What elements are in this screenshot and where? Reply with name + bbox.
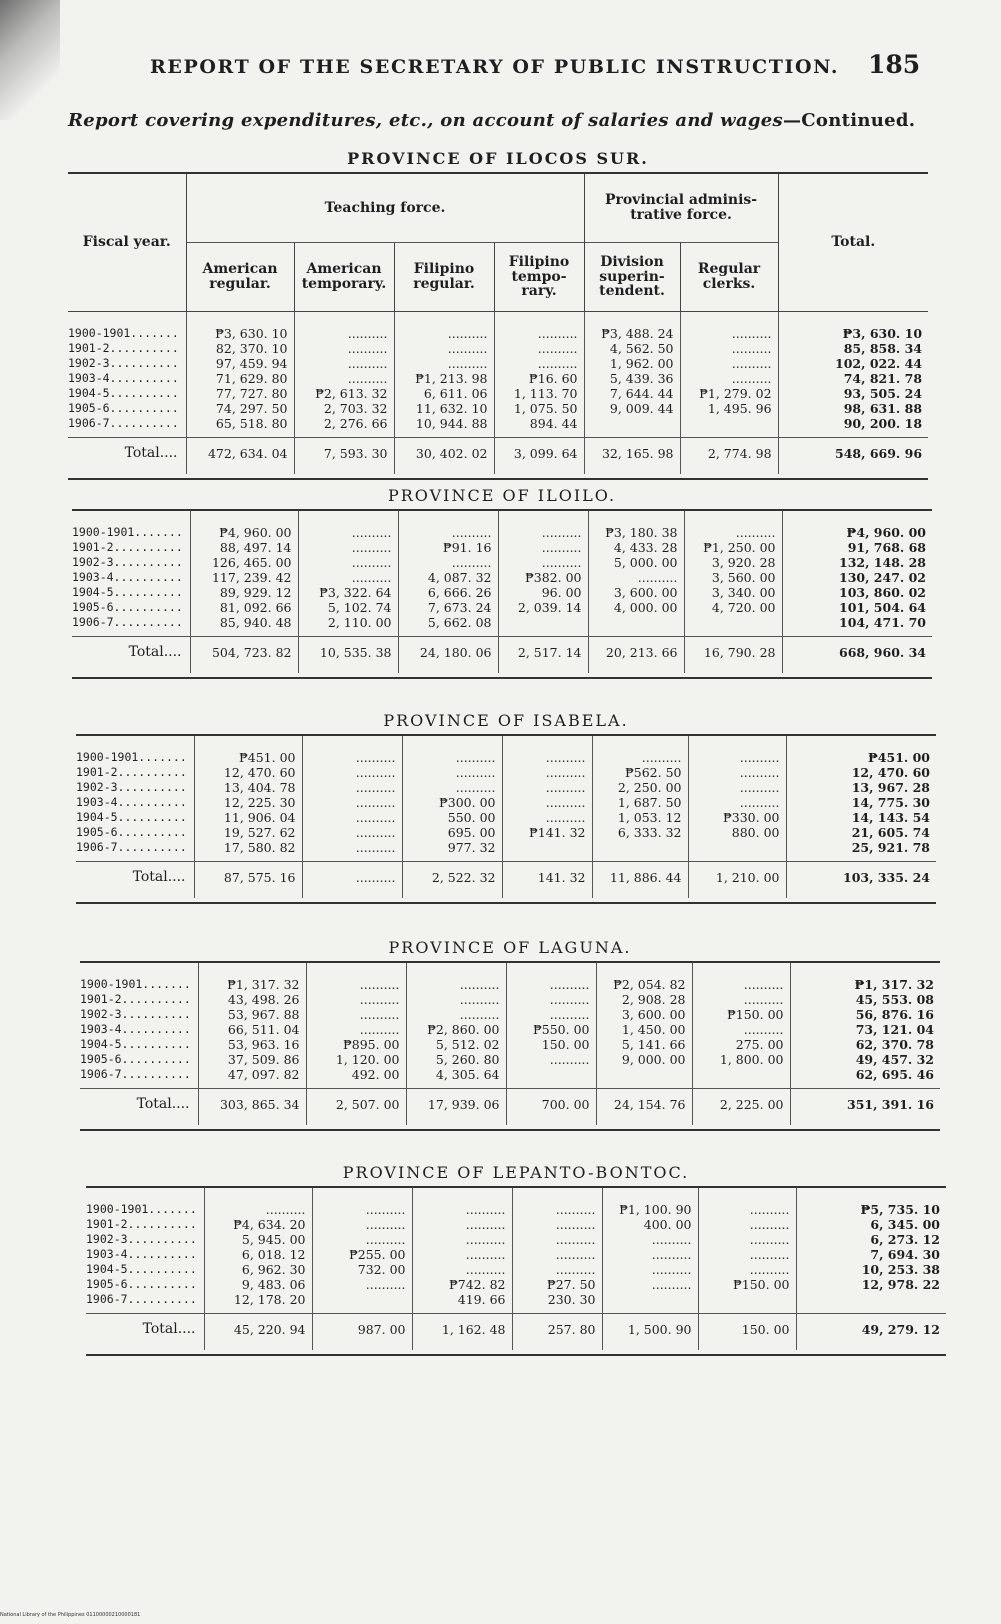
division-superintendent-cell: .......... ₱562. 50 2, 250. 00 1, 687. 50 1, 053. 12 6, 333. 32 xyxy=(592,735,688,862)
total-label: Total.... xyxy=(86,1314,204,1351)
column-total-cell: 49, 279. 12 xyxy=(796,1314,946,1351)
province-title: PROVINCE OF ILOCOS SUR. xyxy=(347,149,649,168)
column-total-cell: 1, 500. 90 xyxy=(602,1314,698,1351)
division-superintendent-cell: ₱3, 488. 24 4, 562. 50 1, 962. 00 5, 439. 36 7, 644. 44 9, 009. 44 xyxy=(584,312,680,438)
page-number: 185 xyxy=(868,50,921,79)
american-regular-cell: ₱1, 317. 32 43, 498. 26 53, 967. 88 66, 511. 04 53, 963. 16 37, 509. 86 47, 097. 82 xyxy=(198,962,306,1089)
american-temporary-cell: .......... .......... .......... .......... ₱3, 322. 64 5, 102. 74 2, 110. 00 xyxy=(298,510,398,637)
table-row xyxy=(72,510,932,637)
column-total-cell: 17, 939. 06 xyxy=(406,1089,506,1126)
american-regular-cell: .......... ₱4, 634. 20 5, 945. 00 6, 018. 12 6, 962. 30 9, 483. 06 12, 178. 20 xyxy=(204,1187,312,1314)
column-total-cell: 2, 522. 32 xyxy=(402,862,502,899)
column-total-cell: 32, 165. 98 xyxy=(584,438,680,475)
column-total-cell: 257. 80 xyxy=(512,1314,602,1351)
filipino-temporary-cell: .......... .......... .......... .......... .......... ₱141. 32 xyxy=(502,735,592,862)
american-temporary-cell: .......... .......... .......... .......... .......... .......... .......... xyxy=(302,735,402,862)
total-cell: ₱451. 00 12, 470. 60 13, 967. 28 14, 775. 30 14, 143. 54 21, 605. 74 25, 921. 78 xyxy=(786,735,936,862)
filipino-regular-header: Filipino regular. xyxy=(394,243,494,312)
column-total-cell: 303, 865. 34 xyxy=(198,1089,306,1126)
division-superintendent-cell: ₱1, 100. 90 400. 00 .......... .......... .......... .......... xyxy=(602,1187,698,1314)
column-total-cell: 103, 335. 24 xyxy=(786,862,936,899)
province-section xyxy=(72,483,932,679)
total-label: Total.... xyxy=(68,438,186,475)
division-superintendent-cell: ₱2, 054. 82 2, 908. 28 3, 600. 00 1, 450. 00 5, 141. 66 9, 000. 00 xyxy=(596,962,692,1089)
column-total-cell: 472, 634. 04 xyxy=(186,438,294,475)
column-total-cell: 11, 886. 44 xyxy=(592,862,688,899)
column-total-cell: 87, 575. 16 xyxy=(194,862,302,899)
column-total-cell: 2, 507. 00 xyxy=(306,1089,406,1126)
report-title-italic: Report covering expenditures, etc., on account of salaries and wages xyxy=(68,110,783,131)
table-row xyxy=(86,1187,946,1314)
regular-clerks-header: Regular clerks. xyxy=(680,243,778,312)
province-section xyxy=(76,708,936,904)
column-total-cell: 2, 517. 14 xyxy=(498,637,588,674)
column-total-cell: 24, 154. 76 xyxy=(596,1089,692,1126)
table-row xyxy=(80,962,940,1089)
running-head: REPORT OF THE SECRETARY OF PUBLIC INSTRUCTION. xyxy=(150,56,840,78)
total-label: Total.... xyxy=(72,637,190,674)
province-title: PROVINCE OF LAGUNA. xyxy=(388,938,632,957)
american-regular-cell: ₱451. 00 12, 470. 60 13, 404. 78 12, 225. 30 11, 906. 04 19, 527. 62 17, 580. 82 xyxy=(194,735,302,862)
division-superintendent-header: Division superin-tendent. xyxy=(584,243,680,312)
american-temporary-cell: .......... .......... .......... ₱255. 00 732. 00 .......... xyxy=(312,1187,412,1314)
column-total-cell: 1, 210. 00 xyxy=(688,862,786,899)
provincial-force-header: Provincial adminis-trative force. xyxy=(584,173,778,243)
scan-footer: National Library of the Philippines 01100000210000181 xyxy=(0,1612,141,1618)
table-row xyxy=(68,312,928,438)
section-rule xyxy=(68,478,928,480)
total-header: Total. xyxy=(778,173,928,312)
total-label: Total.... xyxy=(76,862,194,899)
filipino-regular-cell: .......... .......... .......... ₱1, 213. 98 6, 611. 06 11, 632. 10 10, 944. 88 xyxy=(394,312,494,438)
total-cell: ₱3, 630. 10 85, 858. 34 102, 022. 44 74, 821. 78 93, 505. 24 98, 631. 88 90, 200. 18 xyxy=(778,312,928,438)
total-cell: ₱4, 960. 00 91, 768. 68 132, 148. 28 130, 247. 02 103, 860. 02 101, 504. 64 104, 471. 70 xyxy=(782,510,932,637)
expenditure-table xyxy=(76,734,936,898)
section-rule xyxy=(80,1129,940,1131)
column-total-cell: 1, 162. 48 xyxy=(412,1314,512,1351)
column-total-cell: 548, 669. 96 xyxy=(778,438,928,475)
province-title: PROVINCE OF ILOILO. xyxy=(387,486,617,505)
fiscal-years-cell: 1900-1901....... 1901-2.......... 1902-3.......... 1903-4.......... 1904-5.......... 1905-6.......... 1906-7.......... xyxy=(72,510,190,637)
total-row xyxy=(68,438,928,475)
column-total-cell: 10, 535. 38 xyxy=(298,637,398,674)
filipino-regular-cell: .......... .......... .......... .......... .......... ₱742. 82 419. 66 xyxy=(412,1187,512,1314)
column-total-cell: 351, 391. 16 xyxy=(790,1089,940,1126)
column-total-cell: 987. 00 xyxy=(312,1314,412,1351)
expenditure-table xyxy=(86,1186,946,1350)
american-regular-cell: ₱3, 630. 10 82, 370. 10 97, 459. 94 71, 629. 80 77, 727. 80 74, 297. 50 65, 518. 80 xyxy=(186,312,294,438)
total-label: Total.... xyxy=(80,1089,198,1126)
regular-clerks-cell: .......... .......... .......... .......... ₱1, 279. 02 1, 495. 96 xyxy=(680,312,778,438)
column-total-cell: 150. 00 xyxy=(698,1314,796,1351)
total-cell: ₱5, 735. 10 6, 345. 00 6, 273. 12 7, 694. 30 10, 253. 38 12, 978. 22 xyxy=(796,1187,946,1314)
column-total-cell: 2, 774. 98 xyxy=(680,438,778,475)
total-row xyxy=(76,862,936,899)
fiscal-years-cell: 1900-1901....... 1901-2.......... 1902-3.......... 1903-4.......... 1904-5.......... 1905-6.......... 1906-7.......... xyxy=(80,962,198,1089)
column-total-cell: 7, 593. 30 xyxy=(294,438,394,475)
column-total-cell: 668, 960. 34 xyxy=(782,637,932,674)
american-regular-header: American regular. xyxy=(186,243,294,312)
american-regular-cell: ₱4, 960. 00 88, 497. 14 126, 465. 00 117, 239. 42 89, 929. 12 81, 092. 66 85, 940. 48 xyxy=(190,510,298,637)
fiscal-year-header: Fiscal year. xyxy=(68,173,186,312)
column-total-cell: 141. 32 xyxy=(502,862,592,899)
total-row xyxy=(80,1089,940,1126)
fiscal-years-cell: 1900-1901....... 1901-2.......... 1902-3.......... 1903-4.......... 1904-5.......... 1905-6.......... 1906-7.......... xyxy=(86,1187,204,1314)
total-row xyxy=(72,637,932,674)
fiscal-years-cell: 1900-1901....... 1901-2.......... 1902-3.......... 1903-4.......... 1904-5.......... 1905-6.......... 1906-7.......... xyxy=(76,735,194,862)
column-total-cell: 45, 220. 94 xyxy=(204,1314,312,1351)
province-title: PROVINCE OF ISABELA. xyxy=(383,711,629,730)
american-temporary-cell: .......... .......... .......... .......... ₱2, 613. 32 2, 703. 32 2, 276. 66 xyxy=(294,312,394,438)
report-title xyxy=(68,110,928,131)
expenditure-table xyxy=(68,172,928,474)
american-temporary-cell: .......... .......... .......... .......... ₱895. 00 1, 120. 00 492. 00 xyxy=(306,962,406,1089)
filipino-temporary-header: Filipino tempo-rary. xyxy=(494,243,584,312)
filipino-regular-cell: .......... .......... .......... ₱300. 00 550. 00 695. 00 977. 32 xyxy=(402,735,502,862)
filipino-regular-cell: .......... .......... .......... ₱2, 860. 00 5, 512. 02 5, 260. 80 4, 305. 64 xyxy=(406,962,506,1089)
province-section xyxy=(86,1160,946,1356)
regular-clerks-cell: .......... .......... ₱150. 00 .......... 275. 00 1, 800. 00 xyxy=(692,962,790,1089)
section-rule xyxy=(76,902,936,904)
filipino-temporary-cell: .......... .......... .......... .......... .......... ₱27. 50 230. 30 xyxy=(512,1187,602,1314)
teaching-force-header: Teaching force. xyxy=(186,173,584,243)
column-total-cell: 30, 402. 02 xyxy=(394,438,494,475)
total-cell: ₱1, 317. 32 45, 553. 08 56, 876. 16 73, 121. 04 62, 370. 78 49, 457. 32 62, 695. 46 xyxy=(790,962,940,1089)
column-total-cell: 16, 790. 28 xyxy=(684,637,782,674)
filipino-temporary-cell: .......... .......... .......... ₱382. 00 96. 00 2, 039. 14 xyxy=(498,510,588,637)
regular-clerks-cell: .......... ₱1, 250. 00 3, 920. 28 3, 560. 00 3, 340. 00 4, 720. 00 xyxy=(684,510,782,637)
page-edge-shadow xyxy=(0,0,60,120)
table-row xyxy=(76,735,936,862)
section-rule xyxy=(86,1354,946,1356)
column-total-cell: 504, 723. 82 xyxy=(190,637,298,674)
division-superintendent-cell: ₱3, 180. 38 4, 433. 28 5, 000. 00 .......... 3, 600. 00 4, 000. 00 xyxy=(588,510,684,637)
regular-clerks-cell: .......... .......... .......... .......... ₱330. 00 880. 00 xyxy=(688,735,786,862)
total-row xyxy=(86,1314,946,1351)
column-total-cell: 700. 00 xyxy=(506,1089,596,1126)
column-total-cell: 20, 213. 66 xyxy=(588,637,684,674)
regular-clerks-cell: .......... .......... .......... .......... .......... ₱150. 00 xyxy=(698,1187,796,1314)
column-total-cell: 3, 099. 64 xyxy=(494,438,584,475)
column-total-cell: 24, 180. 06 xyxy=(398,637,498,674)
filipino-temporary-cell: .......... .......... .......... ₱16. 60 1, 113. 70 1, 075. 50 894. 44 xyxy=(494,312,584,438)
report-title-continued: —Continued. xyxy=(783,110,916,131)
expenditure-table xyxy=(72,509,932,673)
section-rule xyxy=(72,677,932,679)
column-total-cell: 2, 225. 00 xyxy=(692,1089,790,1126)
filipino-temporary-cell: .......... .......... .......... ₱550. 00 150. 00 .......... xyxy=(506,962,596,1089)
american-temporary-header: American temporary. xyxy=(294,243,394,312)
province-title: PROVINCE OF LEPANTO-BONTOC. xyxy=(342,1163,690,1182)
filipino-regular-cell: .......... ₱91. 16 .......... 4, 087. 32 6, 666. 26 7, 673. 24 5, 662. 08 xyxy=(398,510,498,637)
column-total-cell: .......... xyxy=(302,862,402,899)
fiscal-years-cell: 1900-1901....... 1901-2.......... 1902-3.......... 1903-4.......... 1904-5.......... 1905-6.......... 1906-7.......... xyxy=(68,326,179,430)
expenditure-table xyxy=(80,961,940,1125)
province-section xyxy=(68,146,928,480)
province-section xyxy=(80,935,940,1131)
